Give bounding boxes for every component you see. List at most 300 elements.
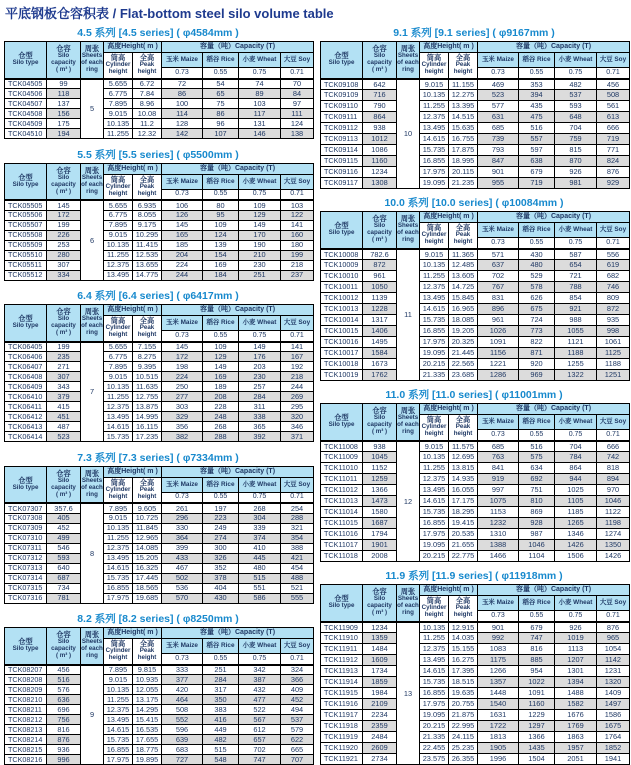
cell-peak-height: 14.035: [449, 633, 478, 644]
cell-wheat: 586: [239, 593, 281, 603]
cell-maize: 145: [162, 342, 203, 352]
series-block-s110: [320, 387, 628, 562]
cell-maize: 224: [162, 260, 203, 270]
cell-cylinder-height: 14.615: [104, 563, 133, 573]
cell-rice: 169: [203, 260, 239, 270]
col-header-sheets: [81, 305, 104, 342]
cell-rice: 80: [203, 200, 239, 210]
col-header-peak-height-zh: 全高: [139, 53, 155, 63]
cell-silo-type: TCK08214: [5, 735, 47, 745]
cell-capacity: 343: [47, 382, 81, 392]
series-block-s55: [4, 147, 312, 281]
cell-capacity: 816: [47, 725, 81, 735]
cell-cylinder-height: 17.975: [104, 593, 133, 603]
cell-wheat: 1055: [555, 326, 597, 337]
cell-wheat: 1957: [555, 743, 597, 754]
cell-wheat: 926: [555, 622, 597, 633]
cell-soy: 254: [281, 503, 314, 513]
cell-silo-type: TCK10014: [321, 315, 363, 326]
table-row: [321, 754, 630, 765]
cell-rice: 548: [203, 755, 239, 765]
cell-capacity: 781: [47, 593, 81, 603]
cell-capacity: 226: [47, 230, 81, 240]
col-header-sheets-en-1: of each: [397, 59, 419, 67]
cell-soy: 666: [597, 123, 630, 134]
col-header-peak-height-en-1: height: [453, 238, 473, 246]
cell-wheat: 988: [555, 315, 597, 326]
cell-maize: 831: [478, 293, 519, 304]
cell-maize: 1448: [478, 688, 519, 699]
col-header-height-group: 高度Height( m ): [104, 466, 162, 477]
table-row: [321, 529, 630, 540]
cell-silo-type: TCK11008: [321, 441, 363, 452]
cell-maize: 86: [162, 89, 203, 99]
cell-capacity: 1045: [363, 452, 397, 463]
col-header-capacity: [363, 404, 397, 441]
cell-rice: 516: [519, 441, 555, 452]
cell-soy: 1350: [597, 540, 630, 551]
table-row: [5, 675, 314, 685]
cell-cylinder-height: 7.895: [104, 503, 133, 513]
cell-wheat: 304: [239, 513, 281, 523]
density-value-2: 0.75: [555, 68, 597, 79]
cell-cylinder-height: 17.975: [104, 755, 133, 765]
col-header-capacity-en-0: Silo: [57, 476, 70, 484]
col-header-sheets-en-2: ring: [86, 329, 98, 337]
cell-silo-type: TCK10015: [321, 326, 363, 337]
col-header-height-group: 高度Height( m ): [420, 212, 478, 223]
cell-rice: 300: [203, 543, 239, 553]
table-row: [321, 123, 630, 134]
cell-wheat: 1207: [555, 655, 597, 666]
cell-rice: 724: [519, 315, 555, 326]
cell-silo-type: TCK08212: [5, 715, 47, 725]
cell-soy: 218: [281, 372, 314, 382]
cell-soy: 122: [281, 210, 314, 220]
cell-capacity: 2484: [363, 732, 397, 743]
col-header-grain-0: 玉米 Maize: [162, 316, 203, 331]
cell-peak-height: 21.445: [449, 348, 478, 359]
col-header-cylinder-height-en-0: Cylinder: [105, 647, 131, 655]
col-header-silo-type-en-0: Silo type: [12, 645, 39, 653]
cell-cylinder-height: 13.495: [104, 553, 133, 563]
cell-wheat: 551: [239, 583, 281, 593]
col-header-grain-3: 大豆 Soy: [281, 53, 314, 68]
cell-wheat: 587: [555, 249, 597, 260]
cell-capacity: 1234: [363, 167, 397, 178]
cell-rice: 449: [203, 725, 239, 735]
cell-maize: 841: [478, 463, 519, 474]
cell-peak-height: 13.815: [449, 463, 478, 474]
cell-cylinder-height: 12.375: [104, 705, 133, 715]
col-header-cylinder-height-en-1: height: [424, 611, 444, 619]
header-row-groups: [321, 42, 630, 53]
cell-maize: 126: [162, 210, 203, 220]
col-header-sheets-en-2: ring: [86, 187, 98, 195]
cell-peak-height: 17.655: [133, 735, 162, 745]
col-header-peak-height-en-0: Peak: [455, 604, 471, 612]
cell-soy: 998: [597, 326, 630, 337]
cell-cylinder-height: 6.775: [104, 89, 133, 99]
cell-soy: 508: [597, 90, 630, 101]
cell-maize: 114: [162, 109, 203, 119]
col-header-grain-3: 大豆 Soy: [597, 223, 630, 238]
cell-maize: 793: [478, 145, 519, 156]
cell-wheat: 1185: [555, 507, 597, 518]
cell-rice: 1504: [519, 754, 555, 765]
cell-peak-height: 12.275: [449, 90, 478, 101]
cell-maize: 685: [478, 123, 519, 134]
cell-peak-height: 17.875: [449, 145, 478, 156]
header-row-groups: [5, 466, 314, 477]
density-value-0: 0.73: [162, 68, 203, 79]
cell-silo-type: TCK09114: [321, 145, 363, 156]
cell-cylinder-height: 11.255: [420, 633, 449, 644]
cell-maize: 1722: [478, 721, 519, 732]
table-row: [321, 496, 630, 507]
cell-silo-type: TCK09111: [321, 112, 363, 123]
cell-wheat: 1322: [555, 370, 597, 381]
cell-wheat: 944: [555, 474, 597, 485]
cell-capacity: 546: [47, 543, 81, 553]
cell-wheat: 854: [555, 293, 597, 304]
cell-wheat: 268: [239, 503, 281, 513]
cell-soy: 824: [597, 156, 630, 167]
cell-peak-height: 20.755: [449, 699, 478, 710]
table-row: [321, 452, 630, 463]
cell-cylinder-height: 5.655: [104, 200, 133, 210]
cell-rice: 885: [519, 655, 555, 666]
cell-capacity: 936: [47, 745, 81, 755]
col-header-capacity-en-0: Silo: [57, 173, 70, 181]
col-header-peak-height-en-0: Peak: [455, 231, 471, 239]
cell-silo-type: TCK11921: [321, 754, 363, 765]
cell-peak-height: 19.635: [449, 688, 478, 699]
cell-silo-type: TCK10009: [321, 260, 363, 271]
density-value-1: 0.55: [203, 492, 239, 503]
cell-rice: 416: [203, 715, 239, 725]
silo-table-s73: [4, 466, 314, 604]
cell-silo-type: TCK09110: [321, 101, 363, 112]
cell-peak-height: 19.205: [449, 326, 478, 337]
cell-silo-type: TCK10011: [321, 282, 363, 293]
cell-soy: 1586: [597, 710, 630, 721]
col-header-cylinder-height: [104, 477, 133, 503]
cell-soy: 556: [597, 249, 630, 260]
cell-silo-type: TCK10013: [321, 304, 363, 315]
cell-wheat: 410: [239, 543, 281, 553]
cell-maize: 128: [162, 119, 203, 129]
col-header-silo-type-en-0: Silo type: [328, 602, 355, 610]
col-header-cylinder-height-en-0: Cylinder: [421, 604, 447, 612]
table-row: [321, 655, 630, 666]
density-value-0: 0.73: [162, 331, 203, 342]
cell-wheat: 747: [239, 755, 281, 765]
table-header: [5, 163, 314, 200]
col-header-cylinder-height: [420, 415, 449, 441]
cell-capacity: 790: [363, 101, 397, 112]
cell-peak-height: 9.175: [133, 220, 162, 230]
cell-silo-type: TCK11011: [321, 474, 363, 485]
cell-wheat: 1105: [555, 496, 597, 507]
cell-soy: 421: [281, 553, 314, 563]
cell-capacity: 593: [47, 553, 81, 563]
cell-cylinder-height: 11.255: [420, 271, 449, 282]
cell-wheat: 74: [239, 79, 281, 89]
cell-capacity: 1359: [363, 633, 397, 644]
cell-peak-height: 9.395: [133, 362, 162, 372]
cell-silo-type: TCK07308: [5, 513, 47, 523]
table-row: [5, 755, 314, 765]
cell-capacity: 1609: [363, 655, 397, 666]
cell-soy: 1409: [597, 688, 630, 699]
col-header-grain-3: 大豆 Soy: [597, 596, 630, 611]
cell-maize: 420: [162, 685, 203, 695]
col-header-capacity: [47, 466, 81, 503]
table-row: [5, 220, 314, 230]
density-value-1: 0.55: [203, 68, 239, 79]
cell-silo-type: TCK11913: [321, 666, 363, 677]
col-header-capacity-zh: 仓容: [372, 587, 387, 597]
col-header-silo-type-zh: 仓型: [18, 51, 33, 61]
col-header-height-group: 高度Height( m ): [420, 585, 478, 596]
cell-maize: 433: [162, 553, 203, 563]
table-header: [5, 42, 314, 79]
table-row: [5, 513, 314, 523]
col-header-sheets-en-2: ring: [402, 609, 414, 617]
cell-maize: 1266: [478, 666, 519, 677]
cell-soy: 872: [597, 304, 630, 315]
col-header-capacity: [363, 212, 397, 249]
density-value-2: 0.75: [239, 492, 281, 503]
cell-maize: 1075: [478, 496, 519, 507]
cell-cylinder-height: 11.255: [104, 392, 133, 402]
col-header-capacity-group: 容量（吨）Capacity (T): [162, 42, 314, 53]
cell-soy: 809: [597, 293, 630, 304]
table-row: [5, 79, 314, 89]
cell-maize: 1310: [478, 529, 519, 540]
cell-silo-type: TCK08209: [5, 685, 47, 695]
cell-capacity: 156: [47, 109, 81, 119]
cell-soy: 561: [597, 101, 630, 112]
cell-peak-height: 6.935: [133, 200, 162, 210]
cell-peak-height: 18.995: [449, 156, 478, 167]
cell-capacity: 137: [47, 99, 81, 109]
right-column: [320, 25, 628, 765]
density-value-1: 0.55: [519, 68, 555, 79]
col-header-peak-height-en-1: height: [453, 611, 473, 619]
col-header-grain-2: 小麦 Wheat: [555, 53, 597, 68]
cell-maize: 1905: [478, 743, 519, 754]
col-header-grain-1: 稻谷 Rice: [519, 415, 555, 430]
col-header-peak-height-en-0: Peak: [139, 324, 155, 332]
cell-cylinder-height: 10.135: [104, 382, 133, 392]
density-value-2: 0.75: [555, 611, 597, 622]
cell-cylinder-height: 12.375: [104, 402, 133, 412]
cell-rice: 480: [519, 260, 555, 271]
cell-soy: 537: [281, 715, 314, 725]
col-header-sheets-zh: 周张: [84, 307, 100, 317]
col-header-silo-type: [321, 585, 363, 622]
cell-rice: 679: [519, 167, 555, 178]
cell-cylinder-height: 9.015: [104, 675, 133, 685]
col-header-cylinder-height: [104, 639, 133, 665]
table-row: [5, 422, 314, 432]
table-row: [321, 167, 630, 178]
cell-peak-height: 7.84: [133, 89, 162, 99]
table-row: [321, 260, 630, 271]
cell-cylinder-height: 16.855: [420, 156, 449, 167]
cell-peak-height: 17.395: [449, 666, 478, 677]
col-header-peak-height-zh: 全高: [139, 316, 155, 326]
cell-wheat: 432: [239, 685, 281, 695]
table-row: [5, 665, 314, 675]
col-header-sheets-en-2: ring: [402, 236, 414, 244]
cell-silo-type: TCK07309: [5, 523, 47, 533]
col-header-height-group: 高度Height( m ): [104, 42, 162, 53]
col-header-grain-0: 玉米 Maize: [162, 53, 203, 68]
col-header-sheets-en-0: Sheets: [81, 476, 103, 484]
col-header-grain-2: 小麦 Wheat: [555, 596, 597, 611]
col-header-cylinder-height: [104, 174, 133, 200]
cell-cylinder-height: 17.975: [420, 167, 449, 178]
col-header-capacity-en-2: ( m³ ): [55, 187, 72, 195]
cell-soy: 876: [597, 167, 630, 178]
table-body: [5, 200, 314, 280]
cell-rice: 1229: [519, 710, 555, 721]
col-header-silo-type: [5, 628, 47, 665]
cell-capacity: 576: [47, 685, 81, 695]
density-value-1: 0.55: [519, 611, 555, 622]
table-row: [321, 90, 630, 101]
table-row: [5, 573, 314, 583]
col-header-silo-type-zh: 仓型: [18, 172, 33, 182]
cell-wheat: 654: [555, 260, 597, 271]
col-header-grain-3: 大豆 Soy: [281, 316, 314, 331]
col-header-sheets-zh: 周张: [84, 630, 100, 640]
table-row: [5, 715, 314, 725]
cell-maize: 382: [162, 432, 203, 442]
table-row: [321, 271, 630, 282]
cell-cylinder-height: 12.375: [420, 282, 449, 293]
cell-maize: 296: [162, 513, 203, 523]
cell-silo-type: TCK09113: [321, 134, 363, 145]
col-header-sheets-en-1: of each: [397, 602, 419, 610]
col-header-sheets: [397, 42, 420, 79]
cell-capacity: 253: [47, 240, 81, 250]
table-row: [5, 240, 314, 250]
col-header-capacity-en-1: capacity: [51, 59, 76, 67]
cell-capacity: 172: [47, 210, 81, 220]
cell-capacity: 1901: [363, 540, 397, 551]
col-header-peak-height-en-0: Peak: [139, 182, 155, 190]
cell-rice: 378: [203, 573, 239, 583]
col-header-cylinder-height-en-0: Cylinder: [421, 231, 447, 239]
cell-capacity: 2109: [363, 699, 397, 710]
cell-cylinder-height: 9.015: [104, 513, 133, 523]
cell-rice: 515: [203, 745, 239, 755]
cell-cylinder-height: 10.135: [104, 240, 133, 250]
col-header-capacity-en-0: Silo: [57, 52, 70, 60]
col-header-peak-height: [133, 639, 162, 665]
cell-rice: 326: [203, 553, 239, 563]
col-header-grain-0: 玉米 Maize: [478, 223, 519, 238]
cell-rice: 54: [203, 79, 239, 89]
cell-silo-type: TCK11910: [321, 633, 363, 644]
cell-capacity: 1673: [363, 359, 397, 370]
col-header-grain-2: 小麦 Wheat: [239, 53, 281, 68]
col-header-capacity-group: 容量（吨）Capacity (T): [478, 404, 630, 415]
cell-maize: 329: [162, 412, 203, 422]
col-header-cylinder-height-en-1: height: [424, 430, 444, 438]
table-body: [321, 622, 630, 765]
cell-silo-type: TCK07311: [5, 543, 47, 553]
cell-soy: 160: [281, 230, 314, 240]
table-row: [5, 392, 314, 402]
table-row: [321, 644, 630, 655]
cell-maize: 896: [478, 304, 519, 315]
cell-peak-height: 12.915: [449, 622, 478, 633]
cell-silo-type: TCK05508: [5, 230, 47, 240]
cell-rice: 822: [519, 337, 555, 348]
cell-maize: 536: [162, 583, 203, 593]
col-header-capacity-en-1: capacity: [367, 59, 392, 67]
cell-silo-type: TCK10016: [321, 337, 363, 348]
cell-rice: 751: [519, 485, 555, 496]
table-row: [5, 705, 314, 715]
col-header-capacity-en-1: capacity: [367, 602, 392, 610]
table-body: [5, 342, 314, 442]
density-value-3: 0.71: [281, 189, 314, 200]
col-header-cylinder-height-zh: 筒高: [426, 415, 442, 425]
cell-peak-height: 22.995: [449, 721, 478, 732]
col-header-sheets-en-0: Sheets: [81, 173, 103, 181]
cell-soy: 346: [281, 422, 314, 432]
cell-silo-type: TCK04509: [5, 119, 47, 129]
cell-silo-type: TCK07307: [5, 503, 47, 513]
cell-maize: 552: [162, 715, 203, 725]
density-value-3: 0.71: [281, 654, 314, 665]
cell-peak-height: 12.755: [133, 392, 162, 402]
table-row: [321, 156, 630, 167]
cell-maize: 1156: [478, 348, 519, 359]
cell-soy: 321: [281, 523, 314, 533]
table-row: [5, 735, 314, 745]
cell-maize: 570: [162, 593, 203, 603]
cell-capacity: 1308: [363, 178, 397, 189]
cell-capacity: 1734: [363, 666, 397, 677]
table-row: [321, 304, 630, 315]
table-row: [321, 633, 630, 644]
col-header-capacity-group: 容量（吨）Capacity (T): [162, 305, 314, 316]
col-header-capacity-en-2: ( m³ ): [55, 652, 72, 660]
col-header-sheets-en-1: of each: [81, 483, 103, 491]
cell-peak-height: 8.96: [133, 99, 162, 109]
cell-silo-type: TCK06411: [5, 402, 47, 412]
cell-cylinder-height: 14.615: [104, 422, 133, 432]
cell-silo-type: TCK11917: [321, 710, 363, 721]
table-header: [321, 585, 630, 622]
col-header-cylinder-height-zh: 筒高: [110, 174, 126, 184]
cell-cylinder-height: 19.095: [420, 348, 449, 359]
density-value-2: 0.75: [239, 331, 281, 342]
col-header-silo-type-en-0: Silo type: [12, 322, 39, 330]
cell-rice: 987: [519, 529, 555, 540]
cell-peak-height: 10.08: [133, 109, 162, 119]
cell-rice: 634: [519, 463, 555, 474]
col-header-sheets-en-0: Sheets: [81, 52, 103, 60]
cell-peak-height: 14.995: [133, 412, 162, 422]
